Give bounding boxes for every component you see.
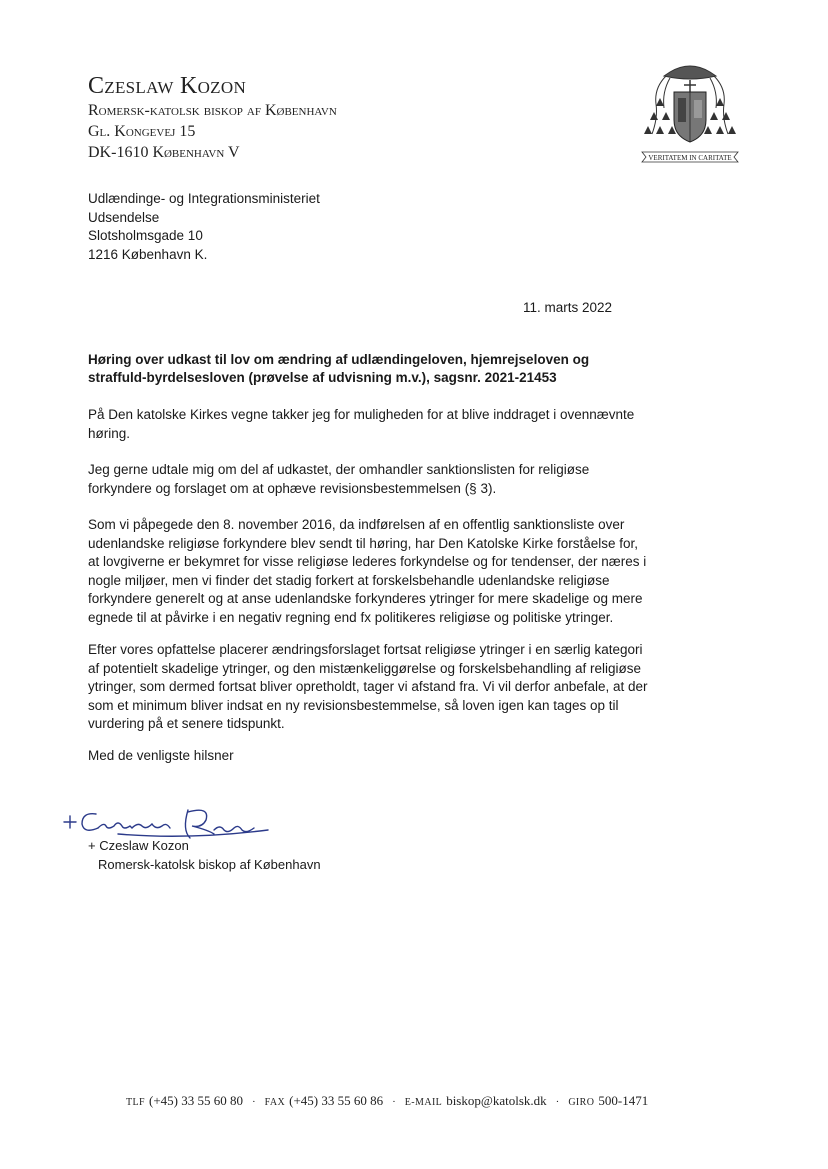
episcopal-coat-of-arms-icon [636,58,744,170]
signer-name: + Czeslaw Kozon [88,838,189,853]
recipient-line: Slotsholmsgade 10 [88,228,203,243]
sender-name: Czeslaw Kozon [88,73,247,99]
recipient-line: Udlændinge- og Integrationsministeriet [88,191,320,206]
letter-footer [126,1093,648,1109]
footer-phone-label: TLF [126,1097,145,1108]
footer-separator: · [251,1096,256,1108]
sender-title: Romersk-katolsk biskop af København [88,102,337,119]
recipient-address [88,190,320,264]
body-paragraph: Jeg gerne udtale mig om del af udkastet, der omhandler sanktionslisten for religiøse forkyndere og forslaget om at ophæve revisionsbestemmelsen (§ 3). [88,462,590,496]
body-paragraph: Efter vores opfattelse placerer ændringsforslaget fortsat religiøse ytringer i en særlig kategori af potentielt skadelige ytringer, og den mistænkeliggørelse og forskelsbehandling af religiøse ytringer, som dermed fortsat bliver opretholdt, tager vi afstand fra. Vi vil derfor anbefale, at der som et minimum bliver indsat en ny revisionsbestemmelse, så loven igen kan tages op til vurdering på et senere tidspunkt. [88,642,648,731]
closing-salutation: Med de venligste hilsner [88,748,234,763]
letter-date: 11. marts 2022 [523,300,613,315]
letter-subject: Høring over udkast til lov om ændring af udlændingeloven, hjemrejseloven og straffuld-byrdelsesloven (prøvelse af udvisning m.v.), sagsnr. 2021-21453 [88,352,590,385]
footer-fax-label: FAX [264,1097,286,1108]
footer-email-label: E-MAIL [404,1097,443,1108]
signer-title: Romersk-katolsk biskop af København [98,857,321,872]
footer-giro-label: GIRO [568,1097,595,1108]
footer-giro: 500-1471 [598,1093,649,1108]
footer-separator: · [555,1096,560,1108]
sender-address-city: DK-1610 København V [88,144,240,161]
footer-separator: · [392,1096,396,1108]
sender-address-street: Gl. Kongevej 15 [88,123,196,140]
recipient-line: Udsendelse [88,209,160,225]
body-paragraph: På Den katolske Kirkes vegne takker jeg for muligheden for at blive inddraget i ovennævnte høring. [88,407,635,441]
letterhead [88,72,337,163]
motto-text: VERITATEM IN CARITATE [648,154,732,162]
footer-email: biskop@katolsk.dk [446,1093,547,1108]
recipient-line: 1216 København K. [88,246,208,262]
body-paragraph: Som vi påpegede den 8. november 2016, da indførelsen af en offentlig sanktionsliste over udenlandske religiøse forkyndere blev sendt til høring, har Den Katolske Kirke forståelse for, at lovgiverne er bekymret for visse religiøse lederes forkyndelse og for tendenser, der næres i nogle miljøer, men vi finder det stadig forkert at forskelsbehandle udenlandske religiøse forkyndere generelt og at anse udenlandske forkynderes ytringer for mere skadelige og mere egnede til at påvirke i en negativ regning end fx politikeres religiøse og politiske ytringer. [88,517,647,625]
footer-phone: (+45) 33 55 60 80 [148,1093,243,1108]
footer-fax: (+45) 33 55 60 86 [289,1093,384,1108]
